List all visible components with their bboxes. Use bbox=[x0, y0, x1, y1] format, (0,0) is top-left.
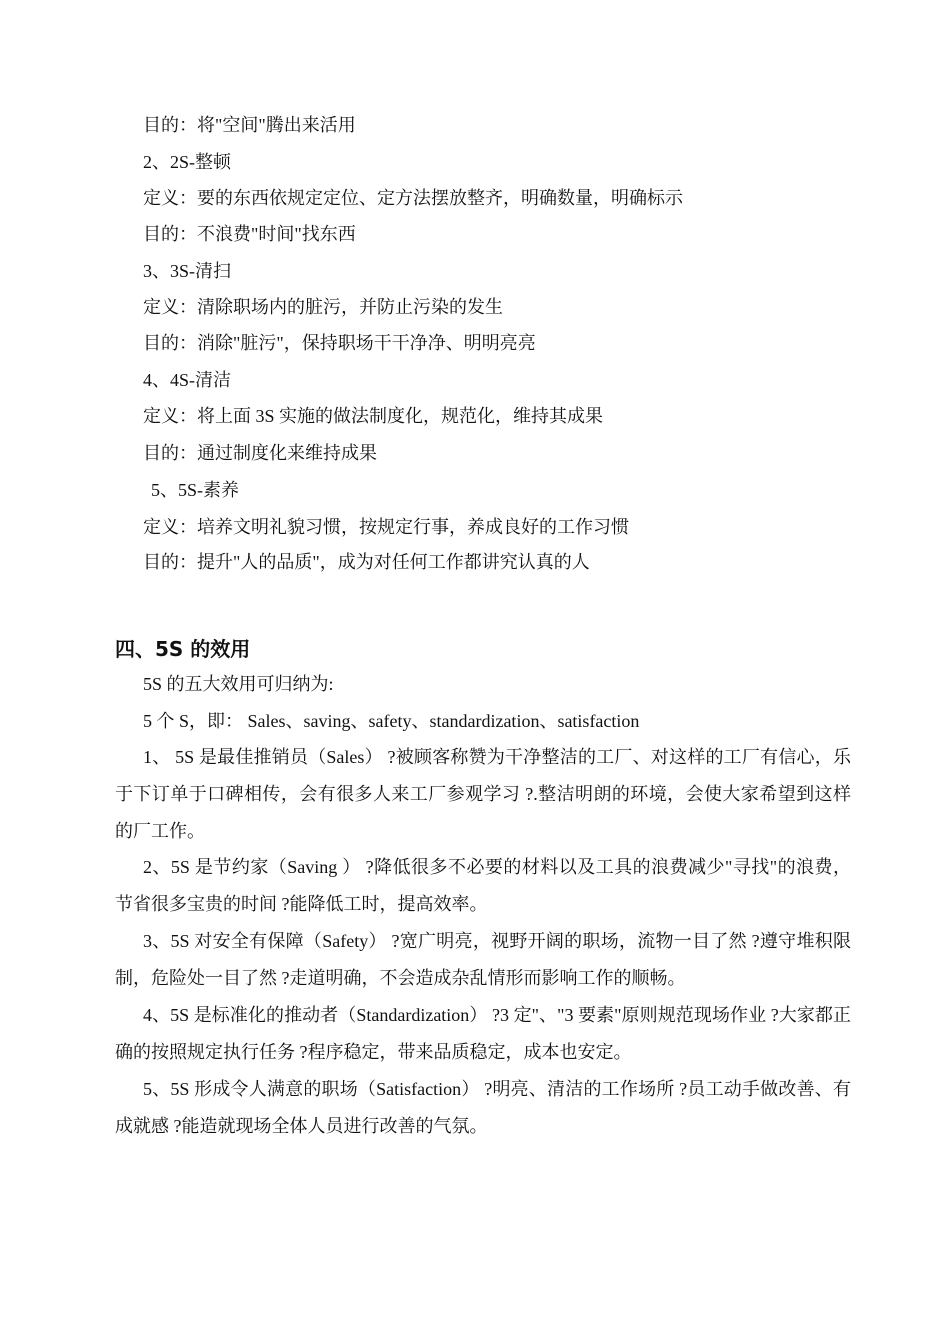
s1-purpose: 目的：将"空间"腾出来活用 bbox=[143, 115, 356, 135]
s5-title: 5、5S-素养 bbox=[151, 480, 240, 500]
effects-intro: 5S 的五大效用可归纳为: bbox=[143, 674, 334, 694]
s4-definition: 定义：将上面 3S 实施的做法制度化，规范化，维持其成果 bbox=[143, 406, 604, 426]
s5-purpose: 目的：提升"人的品质"，成为对任何工作都讲究认真的人 bbox=[143, 552, 590, 572]
s3-definition: 定义：清除职场内的脏污，并防止污染的发生 bbox=[143, 297, 503, 317]
effect-paragraph-saving: 2、5S 是节约家（Saving ） ?降低很多不必要的材料以及工具的浪费减少"寻找"的浪费，节省很多宝贵的时间 ?能降低工时，提高效率。 bbox=[115, 857, 851, 914]
s4-title: 4、4S-清洁 bbox=[143, 370, 232, 390]
s2-definition: 定义：要的东西依规定定位、定方法摆放整齐，明确数量，明确标示 bbox=[143, 188, 683, 208]
effect-paragraph-standardization: 4、5S 是标准化的推动者（Standardization） ?3 定"、"3 要素"原则规范现场作业 ?大家都正确的按照规定执行任务 ?程序稳定，带来品质稳定，成本也安定。 bbox=[115, 1005, 851, 1062]
effect-paragraph-sales: 1、 5S 是最佳推销员（Sales） ?被顾客称赞为干净整洁的工厂、对这样的工厂有信心，乐于下订单于口碑相传，会有很多人来工厂参观学习 ?.整洁明朗的环境，会使大家希望到这样的厂工作。 bbox=[115, 747, 851, 841]
effect-paragraph-satisfaction: 5、5S 形成令人满意的职场（Satisfaction） ?明亮、清洁的工作场所 ?员工动手做改善、有成就感 ?能造就现场全体人员进行改善的气氛。 bbox=[115, 1079, 851, 1136]
s3-title: 3、3S-清扫 bbox=[143, 261, 232, 281]
s4-purpose: 目的：通过制度化来维持成果 bbox=[143, 443, 377, 463]
s3-purpose: 目的：消除"脏污"，保持职场干干净净、明明亮亮 bbox=[143, 333, 536, 353]
five-s-list: 5 个 S，即： Sales、saving、safety、standardization、satisfaction bbox=[143, 711, 640, 731]
s2-title: 2、2S-整顿 bbox=[143, 152, 232, 172]
s5-definition: 定义：培养文明礼貌习惯，按规定行事，养成良好的工作习惯 bbox=[143, 517, 629, 537]
section-heading-5s-effects: 四、5S 的效用 bbox=[115, 637, 251, 661]
s2-purpose: 目的：不浪费"时间"找东西 bbox=[143, 224, 356, 244]
effect-paragraph-safety: 3、5S 对安全有保障（Safety） ?宽广明亮，视野开阔的职场，流物一目了然 ?遵守堆积限制，危险处一目了然 ?走道明确，不会造成杂乱情形而影响工作的顺畅。 bbox=[115, 931, 851, 988]
